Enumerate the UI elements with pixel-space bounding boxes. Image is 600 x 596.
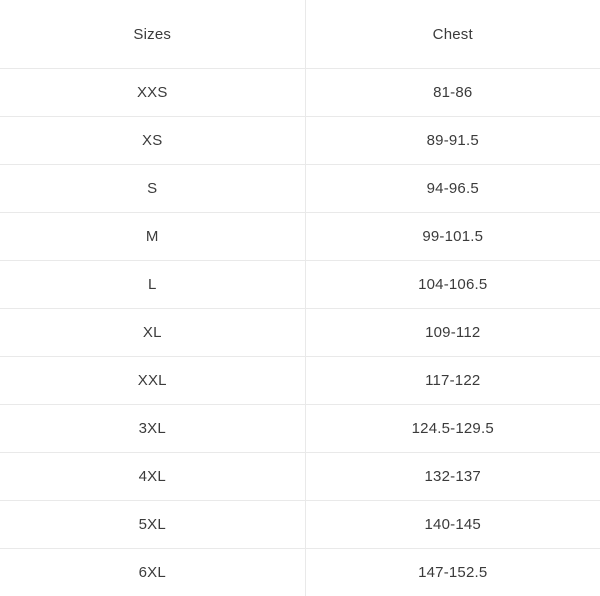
table-header [0, 0, 600, 69]
cell-size [0, 165, 305, 213]
chest-value: 117-122 [306, 373, 600, 388]
size-value: 4XL [0, 469, 305, 484]
chest-value: 147-152.5 [306, 565, 600, 580]
size-value: 3XL [0, 421, 305, 436]
size-value: 5XL [0, 517, 305, 532]
chest-value: 109-112 [306, 325, 600, 340]
cell-chest [305, 501, 600, 549]
chest-value: 89-91.5 [306, 133, 600, 148]
cell-size [0, 117, 305, 165]
cell-chest [305, 549, 600, 596]
table-row [0, 69, 600, 117]
cell-chest [305, 453, 600, 501]
chest-value: 132-137 [306, 469, 600, 484]
table-row [0, 309, 600, 357]
chest-value: 140-145 [306, 517, 600, 532]
cell-chest [305, 309, 600, 357]
cell-chest [305, 117, 600, 165]
cell-chest [305, 261, 600, 309]
table-row [0, 213, 600, 261]
size-value: S [0, 181, 305, 196]
table-row [0, 501, 600, 549]
cell-chest [305, 405, 600, 453]
cell-size [0, 213, 305, 261]
column-header-sizes [0, 0, 305, 69]
chest-value: 94-96.5 [306, 181, 600, 196]
cell-size [0, 549, 305, 596]
cell-size [0, 501, 305, 549]
cell-size [0, 261, 305, 309]
chest-value: 124.5-129.5 [306, 421, 600, 436]
chest-value: 99-101.5 [306, 229, 600, 244]
cell-chest [305, 213, 600, 261]
size-value: XL [0, 325, 305, 340]
size-value: 6XL [0, 565, 305, 580]
cell-chest [305, 357, 600, 405]
table-row [0, 117, 600, 165]
table-body [0, 69, 600, 596]
size-value: XXL [0, 373, 305, 388]
table-row [0, 549, 600, 596]
size-value: M [0, 229, 305, 244]
cell-size [0, 357, 305, 405]
table-row [0, 357, 600, 405]
cell-size [0, 69, 305, 117]
cell-chest [305, 165, 600, 213]
size-value: XS [0, 133, 305, 148]
cell-chest [305, 69, 600, 117]
column-header-chest [305, 0, 600, 69]
column-header-sizes-label: Sizes [0, 27, 305, 42]
size-value: L [0, 277, 305, 292]
chest-value: 81-86 [306, 85, 600, 100]
table-row [0, 405, 600, 453]
cell-size [0, 453, 305, 501]
cell-size [0, 405, 305, 453]
table-row [0, 165, 600, 213]
table-header-row [0, 0, 600, 69]
column-header-chest-label: Chest [306, 27, 600, 42]
table-row [0, 261, 600, 309]
table-row [0, 453, 600, 501]
size-value: XXS [0, 85, 305, 100]
chest-value: 104-106.5 [306, 277, 600, 292]
cell-size [0, 309, 305, 357]
